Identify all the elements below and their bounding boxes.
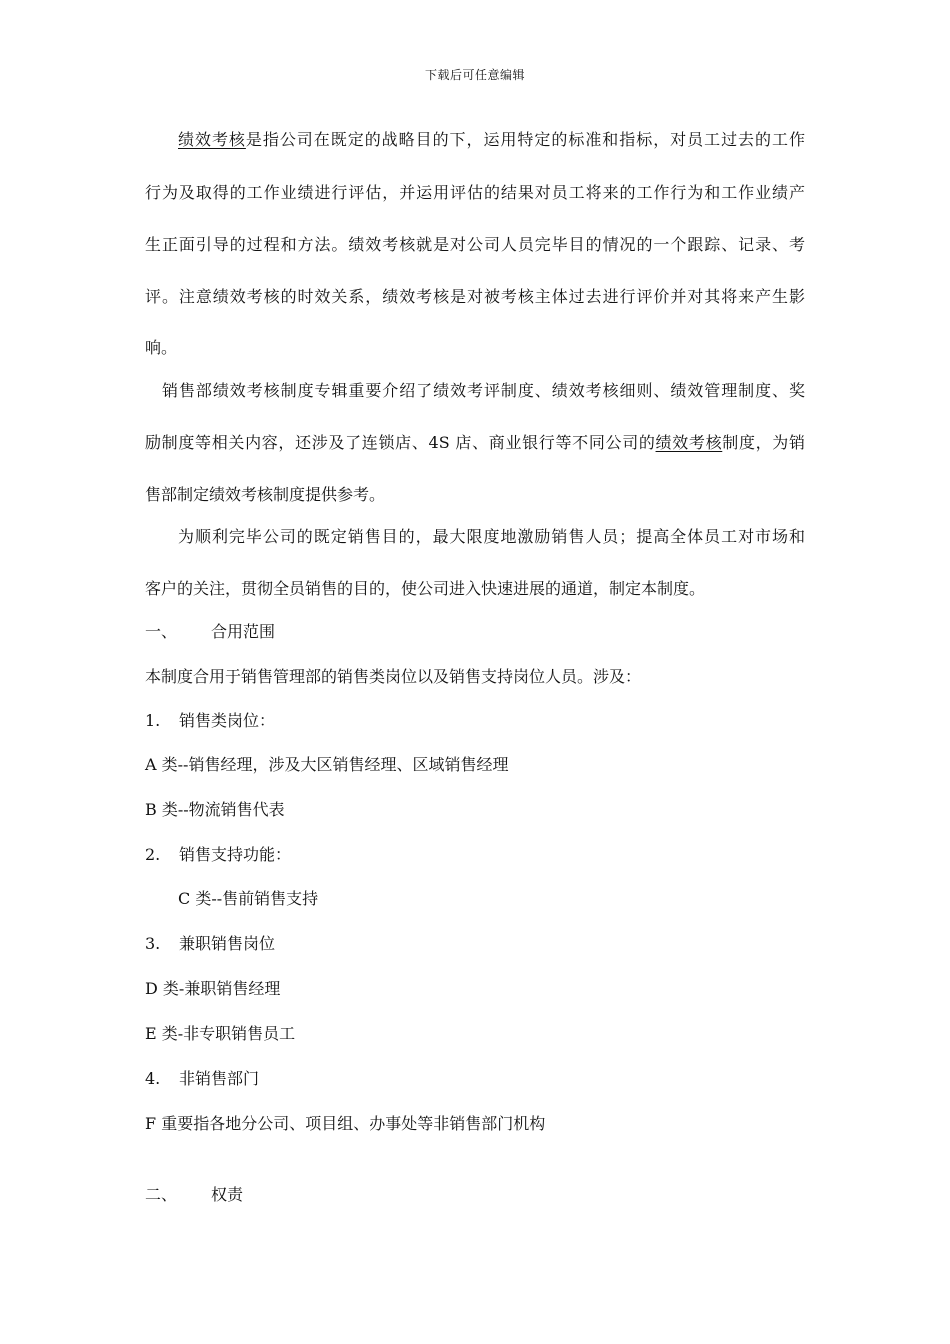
section-1-intro: 本制度合用于销售管理部的销售类岗位以及销售支持岗位人员。涉及： [145,667,642,686]
category-b: B 类--物流销售代表 [145,800,285,819]
category-e: E 类-非专职销售员工 [145,1024,296,1043]
category-c: C 类--售前销售支持 [178,889,319,908]
term-link: 绩效考核 [655,433,723,452]
topic-line-1: 销售部绩效考核制度专辑重要介绍了绩效考评制度、绩效考核细则、绩效管理制度、奖 [162,381,805,400]
purpose-line-1: 为顺利完毕公司的既定销售目的，最大限度地激励销售人员；提高全体员工对市场和 [178,527,805,546]
category-d: D 类-兼职销售经理 [145,979,281,998]
intro-line-2: 行为及取得的工作业绩进行评估，并运用评估的结果对员工将来的工作行为和工作业绩产 [145,183,805,202]
list-item-2: 2. 销售支持功能： [145,845,292,864]
section-2-heading: 二、 权责 [145,1185,244,1204]
intro-line-4: 评。注意绩效考核的时效关系，绩效考核是对被考核主体过去进行评价并对其将来产生影 [145,287,805,306]
category-f: F 重要指各地分公司、项目组、办事处等非销售部门机构 [145,1114,546,1133]
intro-line-3: 生正面引导的过程和方法。绩效考核就是对公司人员完毕目的情况的一个跟踪、记录、考 [145,235,805,254]
list-item-3: 3. 兼职销售岗位 [145,934,276,953]
topic-line-2: 励制度等相关内容，还涉及了连锁店、4S 店、商业银行等不同公司的绩效考核制度，为销 [145,433,805,452]
term-link: 绩效考核 [178,130,246,149]
intro-line-1: 绩效考核是指公司在既定的战略目的下，运用特定的标准和指标，对员工过去的工作 [178,130,805,149]
intro-line-5: 响。 [145,338,178,357]
category-a: A 类--销售经理，涉及大区销售经理、区域销售经理 [145,755,509,774]
list-item-4: 4. 非销售部门 [145,1069,260,1088]
topic-line-3: 售部制定绩效考核制度提供参考。 [145,485,386,504]
section-1-heading: 一、 合用范围 [145,622,276,641]
page-header: 下载后可任意编辑 [424,68,525,82]
purpose-line-2: 客户的关注，贯彻全员销售的目的，使公司进入快速进展的通道，制定本制度。 [145,579,706,598]
list-item-1: 1. 销售类岗位： [145,711,276,730]
